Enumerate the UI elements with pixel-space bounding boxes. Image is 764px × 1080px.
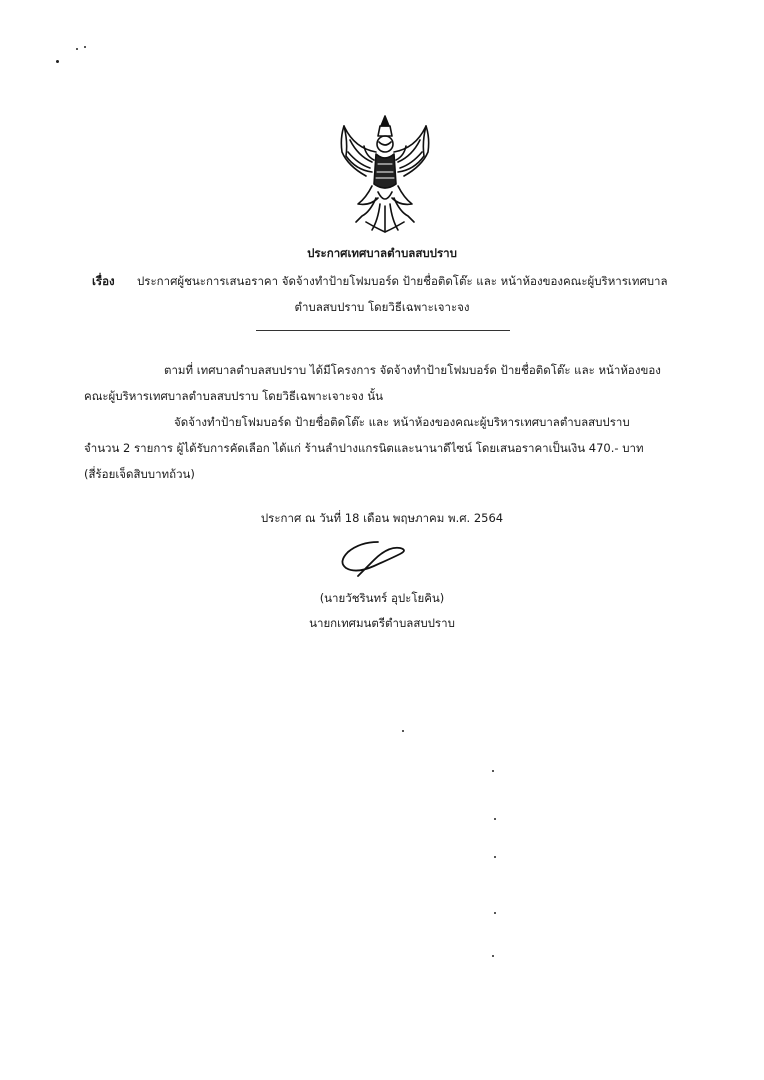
- scan-speck: [494, 856, 496, 858]
- garuda-emblem-icon: [336, 112, 434, 236]
- body-paragraph-line: (สี่ร้อยเจ็ดสิบบาทถ้วน): [84, 467, 195, 481]
- scan-speck: [402, 730, 404, 732]
- signature-icon: [334, 538, 412, 580]
- announcement-date: ประกาศ ณ วันที่ 18 เดือน พฤษภาคม พ.ศ. 2564: [260, 511, 504, 525]
- body-paragraph-line: จัดจ้างทำป้ายโฟมบอร์ด ป้ายชื่อติดโต๊ะ และ หน้าห้องของคณะผู้บริหารเทศบาลตำบลสบปราบ: [174, 415, 630, 429]
- scan-speck: [76, 48, 78, 50]
- scan-speck: [56, 60, 59, 63]
- subject-label: เรื่อง: [92, 274, 115, 288]
- body-paragraph-line: จำนวน 2 รายการ ผู้ได้รับการคัดเลือก ได้แก่ ร้านลำปางแกรนิตและนานาดีไซน์ โดยเสนอราคาเป็นเงิน 470.- บาท: [84, 441, 644, 455]
- announcement-title: ประกาศเทศบาลตำบลสบปราบ: [307, 246, 457, 260]
- scan-speck: [84, 46, 86, 48]
- body-paragraph-line: คณะผู้บริหารเทศบาลตำบลสบปราบ โดยวิธีเฉพาะเจาะจง นั้น: [84, 389, 383, 403]
- scan-speck: [492, 770, 494, 772]
- body-paragraph-line: ตามที่ เทศบาลตำบลสบปราบ ได้มีโครงการ จัดจ้างทำป้ายโฟมบอร์ด ป้ายชื่อติดโต๊ะ และ หน้าห้องของ: [164, 363, 661, 377]
- subject-text-line-1: ประกาศผู้ชนะการเสนอราคา จัดจ้างทำป้ายโฟมบอร์ด ป้ายชื่อติดโต๊ะ และ หน้าห้องของคณะผู้บริหารเทศบาล: [137, 274, 668, 288]
- scan-speck: [494, 912, 496, 914]
- divider-line: [256, 330, 510, 331]
- scan-speck: [494, 818, 496, 820]
- signer-name: (นายวัชรินทร์ อุปะโยคิน): [319, 591, 445, 605]
- signer-position: นายกเทศมนตรีตำบลสบปราบ: [309, 616, 455, 630]
- scan-speck: [492, 955, 494, 957]
- subject-text-line-2: ตำบลสบปราบ โดยวิธีเฉพาะเจาะจง: [294, 300, 470, 314]
